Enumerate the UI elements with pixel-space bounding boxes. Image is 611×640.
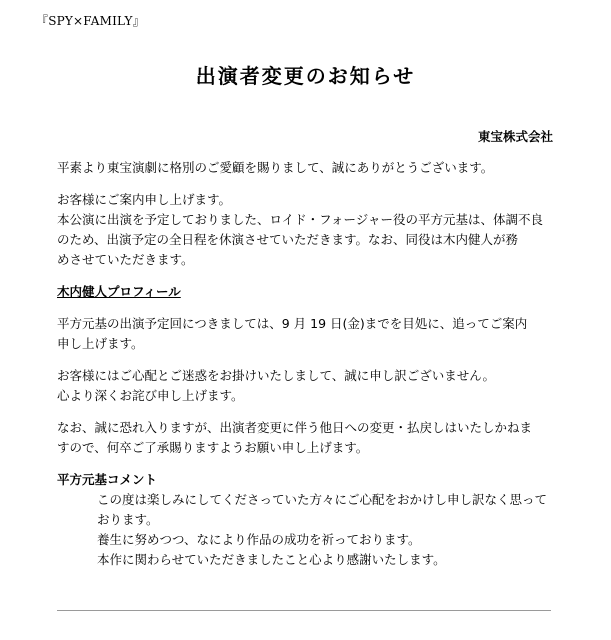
work-title: 『SPY×FAMILY』	[36, 14, 145, 28]
refund-line-2: すので、何卒ご了承賜りますようお願い申し上げます。	[57, 440, 369, 455]
bottom-divider	[57, 610, 551, 611]
announcement-line-3: のため、出演予定の全日程を休演させていただきます。なお、同役は木内健人が務	[57, 232, 519, 247]
comment-body	[97, 490, 557, 570]
comment-line-2: おります。	[97, 512, 159, 527]
apology-line-1: お客様にはご心配とご迷惑をお掛けいたしまして、誠に申し訳ございません。	[57, 368, 496, 383]
schedule-line-2: 申し上げます。	[57, 336, 144, 351]
refund-line-1: なお、誠に恐れ入りますが、出演者変更に伴う他日への変更・払戻しはいたしかねま	[57, 420, 533, 435]
comment-line-3: 養生に努めつつ、なにより作品の成功を祈っております。	[97, 532, 421, 547]
announcement-line-2: 本公演に出演を予定しておりました、ロイド・フォージャー役の平方元基は、体調不良	[57, 212, 544, 227]
notice-title: 出演者変更のお知らせ	[195, 64, 416, 88]
schedule-line-1: 平方元基の出演予定回につきましては、9 月 19 日(金)までを目処に、追ってご案内	[57, 316, 528, 331]
greeting-paragraph	[57, 158, 557, 178]
company-name: 東宝株式会社	[477, 129, 553, 144]
announcement-paragraph	[57, 190, 557, 270]
profile-link[interactable]: 木内健人プロフィール	[57, 284, 181, 299]
comment-heading: 平方元基コメント	[57, 472, 158, 487]
announcement-line-1: お客様にご案内申し上げます。	[57, 192, 232, 207]
notice-body	[57, 158, 557, 570]
greeting-line: 平素より東宝演劇に格別のご愛顧を賜りまして、誠にありがとうございます。	[57, 160, 494, 175]
announcement-line-4: めさせていただきます。	[57, 252, 194, 267]
comment-section	[57, 470, 557, 570]
profile-paragraph	[57, 282, 557, 302]
comment-line-1: この度は楽しみにしてくださっていた方々にご心配をおかけし申し訳なく思って	[97, 492, 548, 507]
schedule-paragraph	[57, 314, 557, 354]
comment-line-4: 本作に関わらせていただきましたこと心より感謝いたします。	[97, 552, 446, 567]
apology-line-2: 心より深くお詫び申し上げます。	[57, 388, 244, 403]
refund-paragraph	[57, 418, 557, 458]
apology-paragraph	[57, 366, 557, 406]
